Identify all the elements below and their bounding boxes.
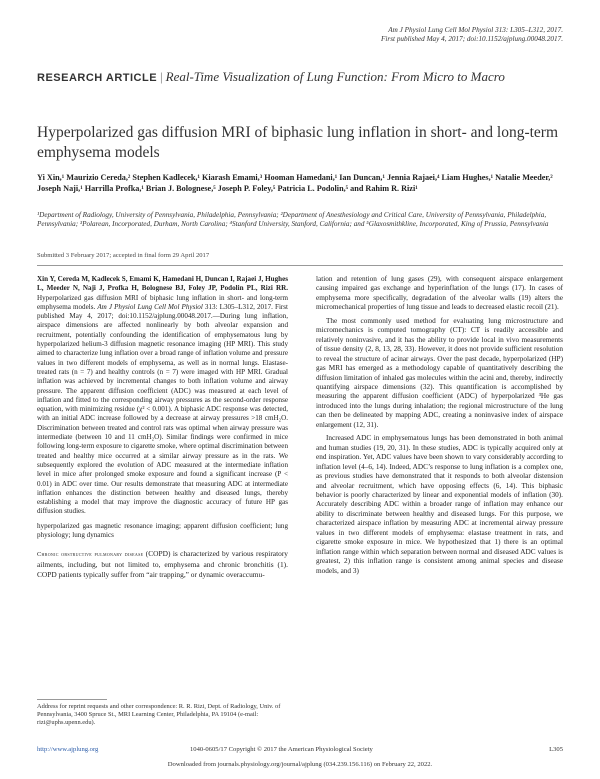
abstract-journal-ref: Am J Physiol Lung Cell Mol Physiol [97, 302, 203, 311]
section-separator: | [160, 69, 163, 84]
author-list: Yi Xin,¹ Maurizio Cereda,² Stephen Kadlecek,¹ Kiarash Emami,³ Hooman Hamedani,¹ Ian Duncan,¹ Jennia Rajaei,⁴ Liam Hughes,¹ Natalie Meeder,² Joseph Naji,¹ Harrilla Profka,¹ Brian J. Bolognese,⁵ Joseph P. Foley,⁵ Patricia L. Podolin,⁵ and Rahim R. Rizi¹ [37, 173, 553, 193]
abstract-body: —During lung inflation, airspace dimensions are affected nonlinearly by both alveolar expansion and recruitment, potentially confounding the identification of emphysematous lung by hyperpolarized helium-3 diffusion magnetic resonance imaging (HP MRI). This study aimed to characterize lung inflation over a broad range of inflation volume and pressure values in two different models of emphysema, as well as in normal lungs. Elastase-treated rats (n = 7) and healthy controls (n = 7) were imaged with HP MRI. Gradual inflation was achieved by incremental changes to both inflation volume and airway pressure. The apparent diffusion coefficient (ADC) was measured at each level of inflation and fitted to the corresponding airway pressures as the second-order response equation, with minimizing residue (χ² < 0.001). A biphasic ADC response was detected, with an initial ADC increase followed by a decrease at airway pressures >18 cmH₂O. Discrimination between treated and control rats was optimal when airway pressure was intermediate (between 10 and 11 cmH₂O). Similar findings were confirmed in mice following long-term exposure to cigarette smoke, where optimal discrimination between treated and healthy mice occurred at a similar airway pressure as in the rats. We subsequently explored the evolution of ADC measured at the intermediate inflation level in mice after prolonged smoke exposure and found a significant increase (P < 0.01) in ADC over time. Our results demonstrate that measuring ADC at intermediate inflation enhances the distinction between healthy and diseased lungs, thereby establishing a model that may improve the diagnostic accuracy of future HP gas diffusion studies. [37, 312, 288, 516]
abstract-title-ref: Hyperpolarized gas diffusion MRI of biphasic lung inflation in short- and long-term emphysema models. [37, 293, 288, 311]
intro-paragraph [37, 549, 288, 579]
copyright-line: 1040-0605/17 Copyright © 2017 the American Physiological Society [190, 746, 373, 753]
body-paragraph-3: Increased ADC in emphysematous lungs has been demonstrated in both animal and human studies (19, 20, 31). In these studies, ADC is typically acquired only at end inspiration. Yet, ADC values have been shown to vary considerably according to inflation level (4–6, 14). Indeed, ADC’s response to lung inflation is a complex one, as previous studies have demonstrated that it responds to both alveolar distension and alveolar recruitment, which have opposing effects (6, 14). This biphasic behavior is poorly characterized by linear and exponential models of inflation (30). Accurately describing ADC within a broader range of inflation may enhance our ability to discriminate between healthy and diseased lungs. For this purpose, we characterized airspace inflation by measuring ADC at incremental airway pressure values in two different models of emphysema: elastase treatment in rats, and cigarette smoke exposure in mice. We hypothesized that 1) there is an optimal inflation range within which separation between normal and diseased ADC values is greatest, 2) this inflation range is consistent among animal species and disease models, and 3) [316, 434, 563, 575]
left-column [37, 275, 288, 583]
section-header [37, 68, 567, 87]
right-column [316, 275, 563, 580]
footnote-divider [37, 699, 107, 700]
article-title: Hyperpolarized gas diffusion MRI of biphasic lung inflation in short- and long-term emphysema models [37, 124, 559, 161]
abstract-authors: Xin Y, Cereda M, Kadlecek S, Emami K, Hamedani H, Duncan I, Rajaei J, Hughes L, Meeder N, Naji J, Profka H, Bolognese BJ, Foley JP, Podolin PL, Rizi RR. [37, 275, 288, 293]
affiliations: ¹Department of Radiology, University of Pennsylvania, Philadelphia, Pennsylvania; ²Department of Anesthesiology and Critical Care, University of Pennsylvania, Philadelphia, Pennsylvania; ³Polarean, Incorporated, Durham, North Carolina; ⁴Stanford University, Stanford, California; and ⁵Glaxosmithkline, Incorporated, King of Prussia, Pennsylvania [37, 211, 549, 229]
publication-date: First published May 4, 2017; doi:10.1152/ajplung.00048.2017. [381, 35, 563, 43]
submission-dates: Submitted 3 February 2017; accepted in final form 29 April 2017 [37, 252, 210, 259]
journal-citation: Am J Physiol Lung Cell Mol Physiol 313: L305–L312, 2017. [388, 26, 563, 34]
journal-url-link[interactable]: http://www.ajplung.org [37, 746, 99, 753]
correspondence-footnote: Address for reprint requests and other correspondence: R. R. Rizi, Dept. of Radiology, Univ. of Pennsylvania, 3400 Spruce St., MRI Learning Center, Philadelphia, PA 19104 (e-mail: rizi@uphs.upenn.edu). [37, 703, 281, 726]
abstract-citation-ref: 313: L305–L312, 2017. First published May 4, 2017; doi:10.1152/ajplung.00048.2017. [37, 302, 289, 321]
article-type: RESEARCH ARTICLE [37, 72, 158, 84]
page-number: L305 [549, 746, 563, 753]
body-paragraph-2: The most commonly used method for evaluating lung microstructure and micromechanics is computed tomography (CT): CT is readily accessible and relatively noninvasive, and it has the ability to provide local in vivo measurements of tissue density (2, 8, 13, 28, 33). However, it does not provide sufficient resolution to reveal the structure of acinar airways. Over the past decade, hyperpolarized (HP) gas MRI has emerged as a methodology capable of quantitatively describing the diffusion limitation of inhaled gas molecules within the acini and, thereby, indirectly quantifying airspace dimensions (32). This quantification is accomplished by measuring the apparent diffusion coefficient (ADC) of hyperpolarized ³He gas introduced into the lungs during inhalation; the regional microstructure of the lung can then be delineated by mapping ADC, creating a noninvasive index of airspace enlargement (12, 31). [316, 316, 563, 429]
section-topic: Real-Time Visualization of Lung Function: From Micro to Macro [165, 69, 505, 84]
abstract [37, 275, 288, 517]
header-divider [37, 265, 563, 266]
download-notice: Downloaded from journals.physiology.org/journal/ajplung (034.239.156.116) on February 22, 2022. [167, 761, 433, 768]
body-paragraph-1: lation and retention of lung gases (29), with consequent airspace enlargement causing impaired gas exchange and hyperinflation of the lungs (17). In cases of emphysema more specifically, degradation of the alveolar walls (19) alters the micromechanical properties of lung tissue and leads to decreased elastic recoil (21). [316, 275, 563, 312]
keywords: hyperpolarized gas magnetic resonance imaging; apparent diffusion coefficient; lung physiology; lung dynamics [37, 521, 288, 540]
intro-text: (COPD) is characterized by various respiratory ailments, including, but not limited to, emphysema and chronic bronchitis (1). COPD patients typically suffer from “air trapping,” or dynamic overaccumu- [37, 549, 288, 579]
intro-smallcaps: Chronic obstructive pulmonary disease [37, 551, 144, 559]
